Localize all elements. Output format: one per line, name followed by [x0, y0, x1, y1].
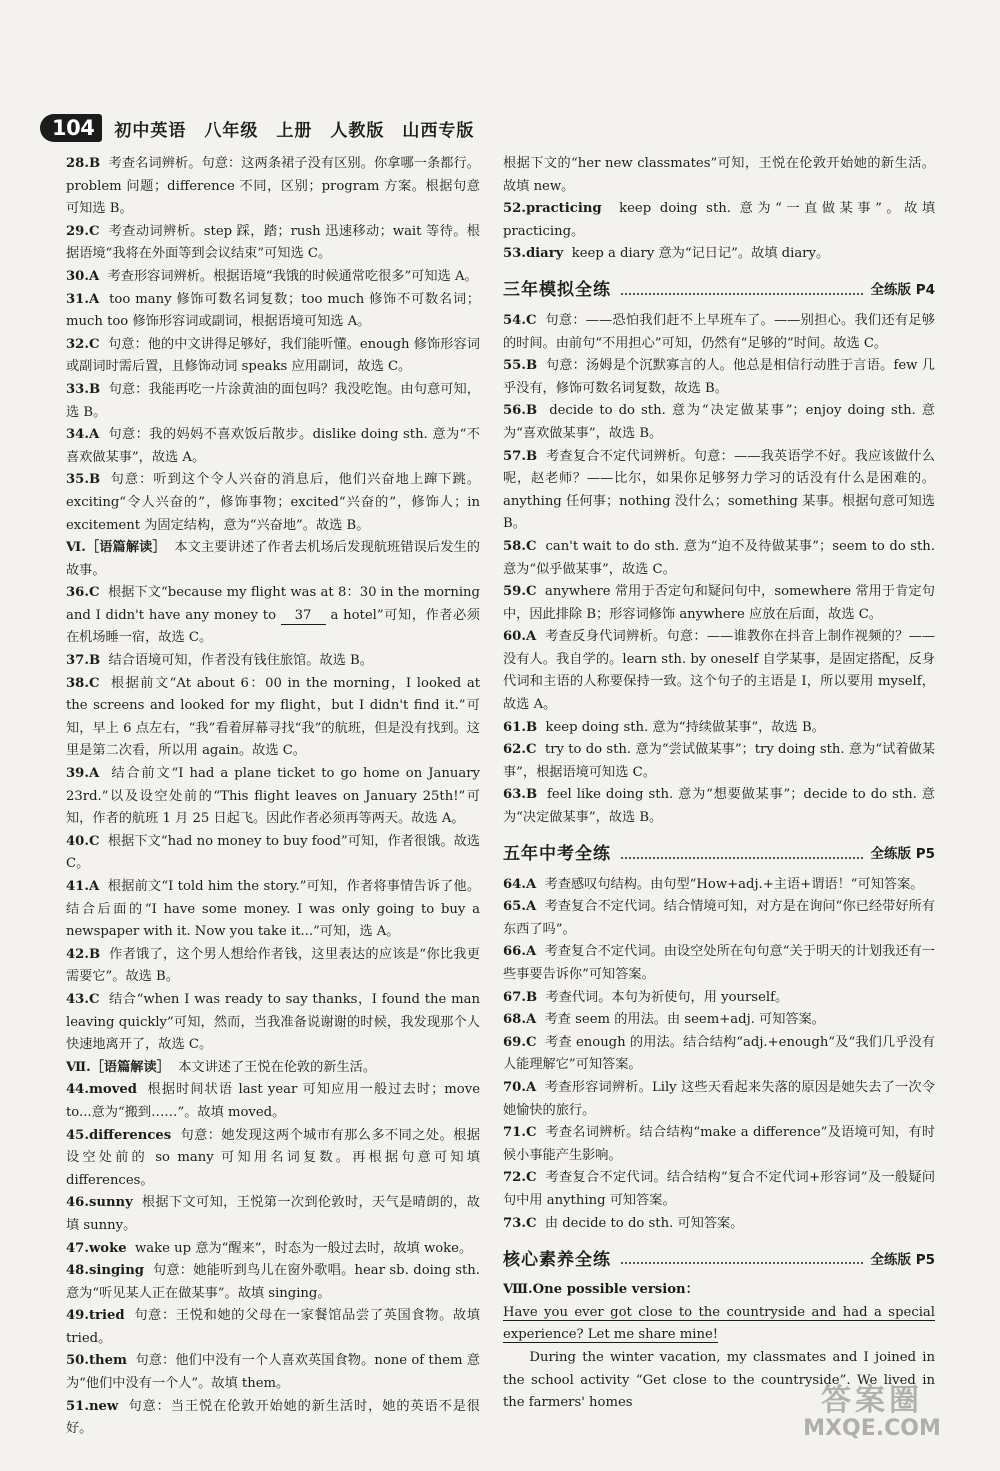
answer-explanation: 句意：他们中没有一个人喜欢英国食物。none of them 意为“他们中没有一个人”。故填 them。	[66, 1353, 480, 1392]
answer-number: 38.C	[66, 675, 100, 691]
answer-explanation: 根据时间状语 last year 可知应用一般过去时；move to...意为“搬到……”。故填 moved。	[66, 1082, 481, 1120]
answer-item	[66, 1192, 480, 1237]
answer-item	[66, 944, 480, 989]
answer-item	[66, 469, 480, 537]
answer-explanation: 考查复合不定代词辨析。句意：——我英语学不好。我应该做什么呢，赵老师？——比尔，如果你足够努力学习的话没有什么是困难的。anything 任何事；nothing 没什么；something 某事。根据句意可知选 B。	[503, 448, 935, 532]
answer-explanation: 考查感叹句结构。由句型“How+adj.+主语+谓语！”可知答案。	[544, 876, 924, 892]
answer-number: 39.A	[66, 766, 100, 782]
answer-item	[66, 1350, 480, 1395]
answer-explanation: 结合语境可知，作者没有钱住旅馆。故选 B。	[108, 653, 373, 669]
answer-number: 34.A	[66, 427, 100, 443]
answer-item	[503, 626, 935, 716]
answer-item	[503, 784, 935, 829]
answer-number: 71.C	[503, 1125, 537, 1141]
answer-number: 28.B	[66, 156, 101, 171]
answer-number: 73.C	[503, 1215, 537, 1231]
answer-item	[503, 153, 935, 198]
right-column	[503, 153, 935, 1415]
answer-explanation: 考查动词辨析。step 踩，踏；rush 迅速移动；wait 等待。根据语境“我将在外面等到会议结束”可知选 C。	[66, 223, 480, 262]
answer-explanation: decide to do sth. 意为“决定做某事”；enjoy doing sth. 意为“喜欢做某事”，故选 B。	[503, 403, 935, 441]
answer-explanation: 句意：汤姆是个沉默寡言的人。他总是相信行动胜于言语。few 几乎没有，修饰可数名词复数，故选 B。	[503, 358, 935, 396]
answer-number: 70.A	[503, 1079, 537, 1095]
section-7-summary: Ⅶ.［语篇解读］ 本文讲述了王悦在伦敦的新生活。	[66, 1059, 377, 1075]
answer-explanation: 根据下文可知，王悦第一次到伦敦时，天气是晴朗的，故填 sunny。	[66, 1195, 480, 1233]
answer-number: 29.C	[66, 223, 100, 239]
answer-number: 52.practicing	[503, 201, 602, 217]
answer-number: 48.singing	[66, 1263, 145, 1279]
answer-item	[66, 221, 480, 266]
answer-item	[503, 355, 935, 400]
answer-item	[503, 1032, 935, 1077]
answer-item	[66, 763, 480, 831]
answer-item	[503, 400, 935, 445]
section-8-label: Ⅷ.One possible version：	[503, 1282, 699, 1298]
answer-number: 33.B	[66, 381, 101, 397]
answer-item	[503, 581, 935, 626]
answer-number: 42.B	[66, 946, 101, 962]
answer-explanation: too many 修饰可数名词复数；too much 修饰不可数名词；much too 修饰形容词或副词，根据语境可知选 A。	[66, 291, 480, 330]
answer-item: 36.C 根据下文“because my flight was at 8：30 in the morning and I didn't have any money to 37 a hotel”可知，作者必须在机场睡一宿，故选 C。	[66, 585, 480, 646]
answer-number: 61.B	[503, 719, 538, 735]
answer-number: 35.B	[66, 472, 101, 488]
answer-explanation: keep a diary 意为“记日记”。故填 diary。	[571, 246, 830, 262]
answer-item	[66, 1396, 480, 1441]
answer-number: 60.A	[503, 629, 537, 645]
answer-number: 57.B	[503, 448, 538, 464]
blank-37: 37	[280, 607, 326, 623]
answer-explanation: 考查复合不定代词。结合情境可知，对方是在询问“你已经带好所有东西了吗”。	[503, 899, 935, 937]
answer-explanation: 考查 seem 的用法。由 seem+adj. 可知答案。	[544, 1012, 825, 1028]
dotted-leader	[621, 1262, 863, 1264]
answer-number: 58.C	[503, 538, 537, 554]
answer-item	[66, 831, 480, 876]
answer-item	[503, 243, 935, 266]
answer-number: 62.C	[503, 742, 537, 758]
page-number: 104	[40, 114, 102, 142]
answer-item	[503, 987, 935, 1010]
answer-explanation: 句意：当王悦在伦敦开始她的新生活时，她的英语不是很好。	[66, 1398, 480, 1437]
answer-item	[503, 717, 935, 740]
answer-number: 50.them	[66, 1353, 127, 1369]
answer-item	[503, 1213, 935, 1236]
answer-number: 41.A	[66, 879, 100, 894]
answer-explanation: 句意：她发现这两个城市有那么多不同之处。根据设空处前的 so many 可知用名词复数。再根据句意可知填 differences。	[66, 1127, 480, 1188]
answer-explanation: 根据前文“At about 6：00 in the morning，I looked at the screens and looked for my flight，but I didn't find it.”可知，早上 6 点左右，“我”看着屏幕寻找“我”的航班，但是没有找到。这里是第二次看，所以用 again。故选 C。	[66, 675, 480, 759]
answer-explanation: 由 decide to do sth. 可知答案。	[544, 1215, 744, 1231]
answer-item	[66, 334, 480, 379]
answer-explanation: 考查复合不定代词。结合结构“复合不定代词+形容词”及一般疑问句中用 anything 可知答案。	[503, 1170, 936, 1208]
answer-item	[66, 1238, 480, 1261]
answer-item	[503, 941, 935, 986]
answer-item	[503, 874, 935, 897]
answer-explanation: 考查反身代词辨析。句意：——谁教你在抖音上制作视频的？——没有人。我自学的。learn sth. by oneself 自学某事，是固定搭配，反身代词和主语的人称要保持一致。这个句子的主语是 I，所以要用 myself，故选 A。	[503, 629, 936, 713]
book-title: 初中英语 八年级 上册 人教版 山西专版	[114, 120, 475, 141]
essay-title: Have you ever got close to the countryside and had a special experience? Let me share mine!	[503, 1304, 935, 1343]
answer-explanation: 根据下文“had no money to buy food”可知，作者很饿。故选 C。	[66, 833, 480, 872]
answer-explanation: anywhere 常用于否定句和疑问句中，somewhere 常用于肯定句中，因此排除 B；形容词修饰 anywhere 应放在后面，故选 C。	[503, 584, 935, 622]
answer-number: 64.A	[503, 876, 537, 892]
dotted-leader	[621, 857, 863, 859]
answer-number: 59.C	[503, 584, 537, 600]
answer-item	[66, 379, 480, 424]
answer-explanation: 句意：我能再吃一片涂黄油的面包吗？我没吃饱。由句意可知，选 B。	[66, 381, 480, 420]
answer-item	[503, 310, 935, 355]
answer-number: 53.diary	[503, 246, 564, 262]
page-header	[40, 112, 474, 144]
answer-number: 69.C	[503, 1034, 537, 1050]
answer-explanation: 考查名词辨析。结合结构“make a difference”及语境可知，有时候小事能产生影响。	[503, 1125, 936, 1163]
answer-number: 54.C	[503, 312, 537, 328]
answer-number: 51.new	[66, 1398, 119, 1414]
answer-number: 63.B	[503, 787, 538, 803]
answer-explanation: 句意：——恐怕我们赶不上早班车了。——别担心。我们还有足够的时间。由前句“不用担心”可知，仍然有“足够的”时间。故选 C。	[503, 312, 935, 351]
answer-number: 47.woke	[66, 1240, 127, 1256]
answer-number: 37.B	[66, 653, 101, 669]
answer-item	[503, 536, 935, 581]
answer-number: 72.C	[503, 1170, 537, 1186]
answer-number: 65.A	[503, 899, 537, 915]
section-header-wunian: 五年中考全练 全练版 P5	[503, 844, 935, 865]
answer-item	[66, 1260, 480, 1305]
section-6-summary: Ⅵ.［语篇解读］ 本文主要讲述了作者去机场后发现航班错误后发生的故事。	[66, 540, 480, 578]
answer-item	[503, 446, 935, 536]
answer-item	[66, 289, 480, 334]
answer-explanation: 结合“when I was ready to say thanks，I found the man leaving quickly”可知，然而，当我准备说谢谢的时候，我发现那个人快速地离开了，故选 C。	[66, 991, 480, 1053]
answer-item	[503, 1167, 935, 1212]
answer-explanation: 考查名词辨析。句意：这两条裙子没有区别。你拿哪一条都行。problem 问题；difference 不同，区别；program 方案。根据句意可知选 B。	[66, 156, 480, 217]
left-column	[66, 153, 480, 1441]
answer-number: 31.A	[66, 291, 100, 307]
answer-explanation: 句意：听到这个令人兴奋的消息后，他们兴奋地上蹿下跳。exciting“令人兴奋的”，修饰事物；excited“兴奋的”，修饰人；in excitement 为固定结构，意为“兴奋地”。故选 B。	[66, 472, 481, 533]
answer-explanation: 根据下文的“her new classmates”可知，王悦在伦敦开始她的新生活。故填 new。	[503, 156, 935, 194]
answer-number: 30.A	[66, 268, 100, 284]
answer-explanation: can't wait to do sth. 意为“迫不及待做某事”；seem to do sth. 意为“似乎做某事”，故选 C。	[503, 538, 935, 577]
answer-explanation: 句意：我的妈妈不喜欢饭后散步。dislike doing sth. 意为“不喜欢做某事”，故选 A。	[66, 427, 480, 465]
answer-number: 49.tried	[66, 1308, 125, 1324]
answer-explanation: 考查代词。本句为祈使句，用 yourself。	[545, 989, 789, 1005]
answer-explanation: 考查复合不定代词。由设空处所在句句意“关于明天的计划我还有一些事要告诉你”可知答案。	[503, 944, 935, 982]
answer-item	[66, 650, 480, 673]
answer-item	[66, 1079, 480, 1124]
answer-explanation: 考查形容词辨析。Lily 这些天看起来失落的原因是她失去了一次令她愉快的旅行。	[503, 1079, 935, 1118]
answer-item	[503, 1009, 935, 1032]
answer-item	[503, 1077, 935, 1122]
answer-number: 44.moved	[66, 1082, 137, 1098]
answer-number: 55.B	[503, 358, 538, 374]
answer-explanation: try to do sth. 意为“尝试做某事”；try doing sth. 意为“试着做某事”，根据语境可知选 C。	[503, 742, 935, 780]
answer-explanation: 根据前文“I told him the story.”可知，作者将事情告诉了他。结合后面的“I have some money. I was only going to buy a newspaper with it. Now you take it...”可知，选 A。	[66, 879, 481, 940]
answer-item	[66, 1125, 480, 1193]
essay-paragraph: During the winter vacation, my classmates and I joined in the school activity “Get close to the countryside”. We lived in the farmers' homes	[503, 1349, 935, 1411]
answer-explanation: feel like doing sth. 意为“想要做某事”；decide to do sth. 意为“决定做某事”，故选 B。	[503, 787, 935, 826]
answer-number: 32.C	[66, 336, 100, 352]
answer-explanation: 考查形容词辨析。根据语境“我饿的时候通常吃很多”可知选 A。	[107, 268, 478, 284]
dotted-leader	[621, 293, 863, 295]
answer-explanation: 结合前文“I had a plane ticket to go home on January 23rd.”以及设空处前的“This flight leaves on January 25th!”可知，作者的航班 1 月 25 日起飞。因此作者必须再等两天。故选 A。	[66, 766, 481, 827]
answer-item	[503, 739, 935, 784]
answer-explanation: keep doing sth. 意为“一直做某事”。故填 practicing。	[503, 201, 936, 239]
section-header-hexin: 核心素养全练 全练版 P5	[503, 1249, 935, 1270]
answer-number: 68.A	[503, 1012, 537, 1028]
answer-number: 66.A	[503, 944, 537, 960]
answer-item	[66, 989, 480, 1057]
answer-number: 46.sunny	[66, 1195, 133, 1211]
answer-explanation: 句意：她能听到鸟儿在窗外歌唱。hear sb. doing sth. 意为“听见某人正在做某事”。故填 singing。	[66, 1263, 480, 1301]
answer-item	[66, 1305, 480, 1350]
answer-number: 43.C	[66, 991, 100, 1007]
section-header-sannian: 三年模拟全练 全练版 P4	[503, 280, 935, 301]
answer-explanation: 作者饿了，这个男人想给作者钱，这里表达的应该是“你比我更需要它”。故选 B。	[66, 946, 480, 985]
answer-number: 40.C	[66, 833, 100, 849]
answer-number: 67.B	[503, 989, 538, 1005]
answer-explanation: 句意：他的中文讲得足够好，我们能听懂。enough 修饰形容词或副词时需后置，且修饰动词 speaks 应用副词，故选 C。	[66, 336, 480, 375]
answer-explanation: wake up 意为“醒来”，时态为一般过去时，故填 woke。	[135, 1240, 473, 1256]
answer-number: 56.B	[503, 403, 538, 419]
answer-item	[503, 896, 935, 941]
answer-item	[66, 673, 480, 763]
answer-item	[503, 1122, 935, 1167]
answer-item	[66, 424, 480, 469]
answer-item	[503, 198, 935, 243]
watermark-logo: 答案圈 MXQE.COM	[803, 1383, 941, 1441]
answer-number: 45.differences	[66, 1127, 172, 1143]
answer-explanation: 考查 enough 的用法。结合结构“adj.+enough”及“我们几乎没有人能理解它”可知答案。	[503, 1034, 935, 1073]
answer-explanation: keep doing sth. 意为“持续做某事”，故选 B。	[545, 719, 825, 735]
answer-explanation: 句意：王悦和她的父母在一家餐馆品尝了英国食物。故填 tried。	[66, 1308, 480, 1346]
answer-item	[66, 876, 480, 944]
answer-item	[66, 153, 480, 221]
answer-item	[66, 266, 480, 289]
